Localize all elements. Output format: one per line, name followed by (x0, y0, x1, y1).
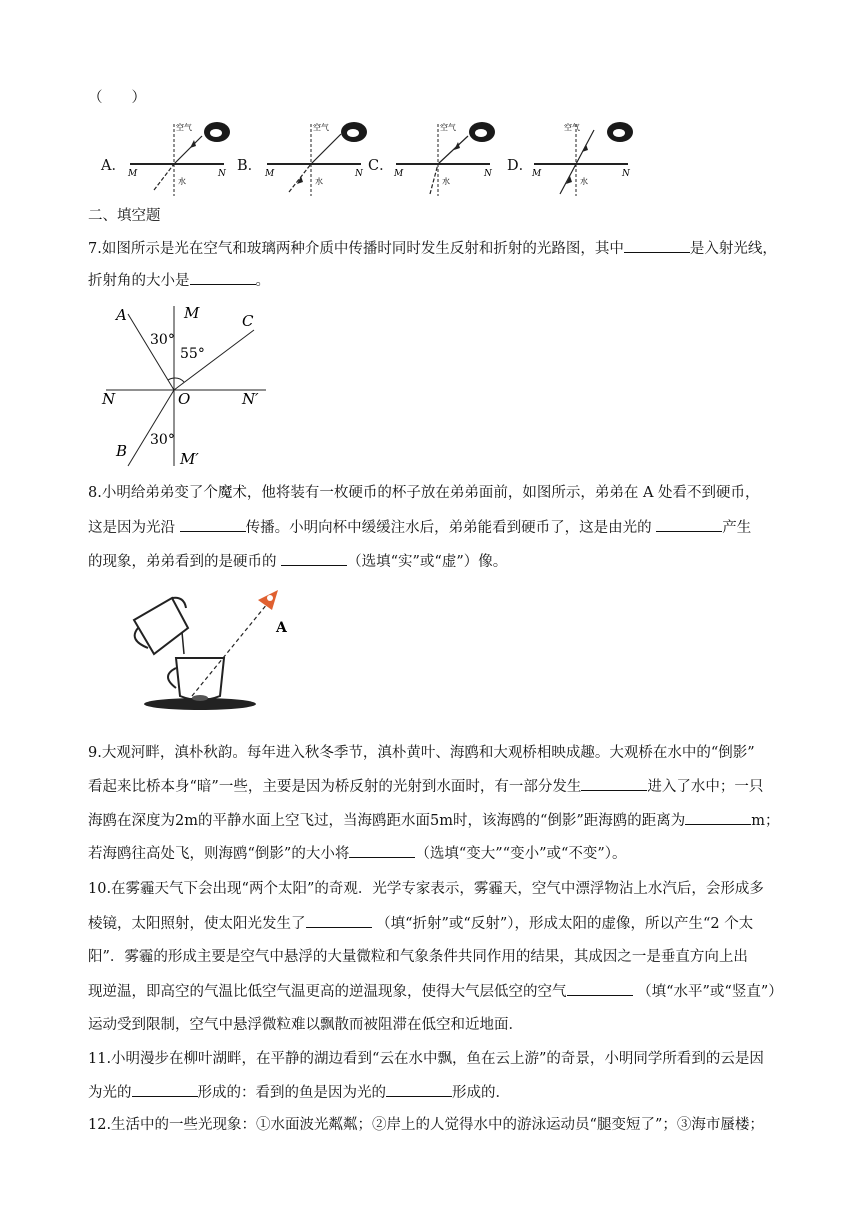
option-a-diagram (124, 116, 232, 200)
q8-blank-1[interactable] (180, 517, 246, 532)
q9-line1: 9.大观河畔，滇朴秋韵。每年进入秋冬季节，滇朴黄叶、海鸥和大观桥相映成趣。大观桥在水中的“倒影” (88, 745, 755, 761)
q10-line3: 阳”．雾霾的形成主要是空气中悬浮的大量微粒和气象条件共同作用的结果，其成因之一是垂直方向上出 (88, 949, 748, 965)
q7-text: 7.如图所示是光在空气和玻璃两种介质中传播时同时发生反射和折射的光路图，其中 (88, 241, 624, 257)
q11-text: 形成的． (452, 1085, 510, 1101)
m-label: M (394, 169, 404, 179)
q8-cup-diagram (124, 584, 294, 720)
option-c-label: C． (368, 158, 394, 174)
q6-answer-paren: （ ） (88, 90, 146, 106)
q9-text: 看起来比桥本身“暗”一些，主要是因为桥反射的光射到水面时，有一部分发生 (88, 779, 582, 795)
angle-55: 55° (180, 346, 205, 362)
q9-line2 (88, 776, 763, 797)
option-a-label: A． (101, 158, 126, 174)
q8-line3 (88, 551, 507, 572)
label-n: N (102, 390, 116, 408)
n-label: N (484, 169, 492, 179)
q8-text: （选填“实”或“虚”）像。 (347, 554, 508, 570)
q9-blank-2[interactable] (685, 810, 751, 825)
q10-text: （填“水平”或“竖直”） (637, 984, 783, 1000)
label-m-prime: M′ (180, 450, 199, 468)
option-d-label: D． (507, 158, 534, 174)
option-c-diagram (390, 116, 498, 200)
coin (192, 695, 208, 701)
q10-blank-2[interactable] (567, 981, 633, 996)
q9-line4 (88, 843, 627, 864)
q10-line4 (88, 981, 783, 1002)
n-label: N (355, 169, 363, 179)
air-label: 空气 (176, 123, 192, 132)
q9-text: （选填“变大”“变小”或“不变”）。 (415, 846, 627, 862)
m-label: M (128, 169, 138, 179)
q7-text: 是入射光线， (689, 241, 777, 257)
q8-text: 这是因为光沿 (88, 520, 175, 536)
water-label: 水 (442, 177, 450, 186)
label-m: M (184, 304, 200, 322)
q9-text: 进入了水中；一只 (647, 779, 764, 795)
q10-text: （填“折射”或“反射”），形成太阳的虚像，所以产生“2 个太 (376, 916, 754, 932)
q9-line3 (88, 810, 780, 831)
q8-text: 传播。小明向杯中缓缓注水后，弟弟能看到硬币了，这是由光的 (245, 520, 652, 536)
air-label: 空气 (564, 123, 580, 132)
q11-text: 形成的：看到的鱼是因为光的 (197, 1085, 386, 1101)
water-label: 水 (315, 177, 323, 186)
q8-text: 的现象，弟弟看到的是硬币的 (88, 554, 277, 570)
q10-text: 现逆温，即高空的气温比低空气温更高的逆温现象，使得大气层低空的空气 (88, 984, 567, 1000)
q10-line1: 10.在雾霾天气下会出现“两个太阳”的奇观．光学专家表示，雾霾天，空气中漂浮物沾上水汽后，会形成多 (88, 881, 764, 897)
n-label: N (218, 169, 226, 179)
q8-line2 (88, 517, 751, 538)
label-a: A (116, 306, 127, 324)
q11-line2 (88, 1082, 510, 1103)
q11-blank-2[interactable] (386, 1082, 452, 1097)
ray-ao (128, 314, 174, 390)
water-label: 水 (178, 177, 186, 186)
q7-text: 折射角的大小是 (88, 273, 190, 289)
q11-text: 为光的 (88, 1085, 132, 1101)
q10-line5: 运动受到限制，空气中悬浮微粒难以飘散而被阻滞在低空和近地面． (88, 1017, 523, 1033)
q7-blank-2[interactable] (190, 270, 256, 285)
q8-text: 产生 (722, 520, 752, 536)
q8-line1: 8.小明给弟弟变了个魔术，他将装有一枚硬币的杯子放在弟弟面前，如图所示，弟弟在 A 处看不到硬币， (88, 485, 760, 501)
label-b: B (116, 442, 128, 460)
angle-30-top: 30° (150, 332, 175, 348)
sight-line (192, 598, 272, 696)
q8-blank-2[interactable] (656, 517, 722, 532)
q9-text: 若海鸥往高处飞，则海鸥“倒影”的大小将 (88, 846, 350, 862)
q7-line2 (88, 270, 270, 291)
q8-blank-3[interactable] (281, 551, 347, 566)
ray-ob (128, 390, 174, 466)
label-a: A (276, 620, 287, 636)
m-label: M (265, 169, 275, 179)
q7-text: 。 (255, 273, 270, 289)
label-c: C (242, 312, 254, 330)
q10-text: 棱镜，太阳照射，使太阳光发生了 (88, 916, 306, 932)
q7-line1 (88, 238, 777, 259)
label-o: O (178, 390, 191, 408)
q7-light-path-diagram (94, 298, 274, 470)
option-b-diagram (261, 116, 369, 200)
q9-blank-1[interactable] (581, 776, 647, 791)
q9-blank-3[interactable] (349, 843, 415, 858)
q10-blank-1[interactable] (306, 913, 372, 928)
q9-text: 海鸥在深度为2m的平静水面上空飞过，当海鸥距水面5m时，该海鸥的“倒影”距海鸥的距离为 (88, 813, 686, 829)
q11-line1: 11.小明漫步在柳叶湖畔，在平静的湖边看到“云在水中飘，鱼在云上游”的奇景，小明同学所看到的云是因 (88, 1051, 764, 1067)
water-label: 水 (580, 177, 588, 186)
n-label: N (622, 169, 630, 179)
m-label: M (532, 169, 542, 179)
q12-line1: 12.生活中的一些光现象：①水面波光粼粼；②岸上的人觉得水中的游泳运动员“腿变短了”；③海市蜃楼； (88, 1117, 764, 1133)
q7-blank-1[interactable] (624, 238, 690, 253)
section-title: 二、填空题 (88, 208, 161, 224)
q11-blank-1[interactable] (132, 1082, 198, 1097)
option-d-diagram (528, 116, 636, 200)
angle-30-bottom: 30° (150, 432, 175, 448)
option-b-label: B． (237, 158, 263, 174)
q9-text: m； (751, 813, 780, 829)
q10-line2 (88, 913, 753, 934)
air-label: 空气 (313, 123, 329, 132)
air-label: 空气 (440, 123, 456, 132)
label-n-prime: N′ (242, 390, 259, 408)
cup (176, 658, 224, 700)
